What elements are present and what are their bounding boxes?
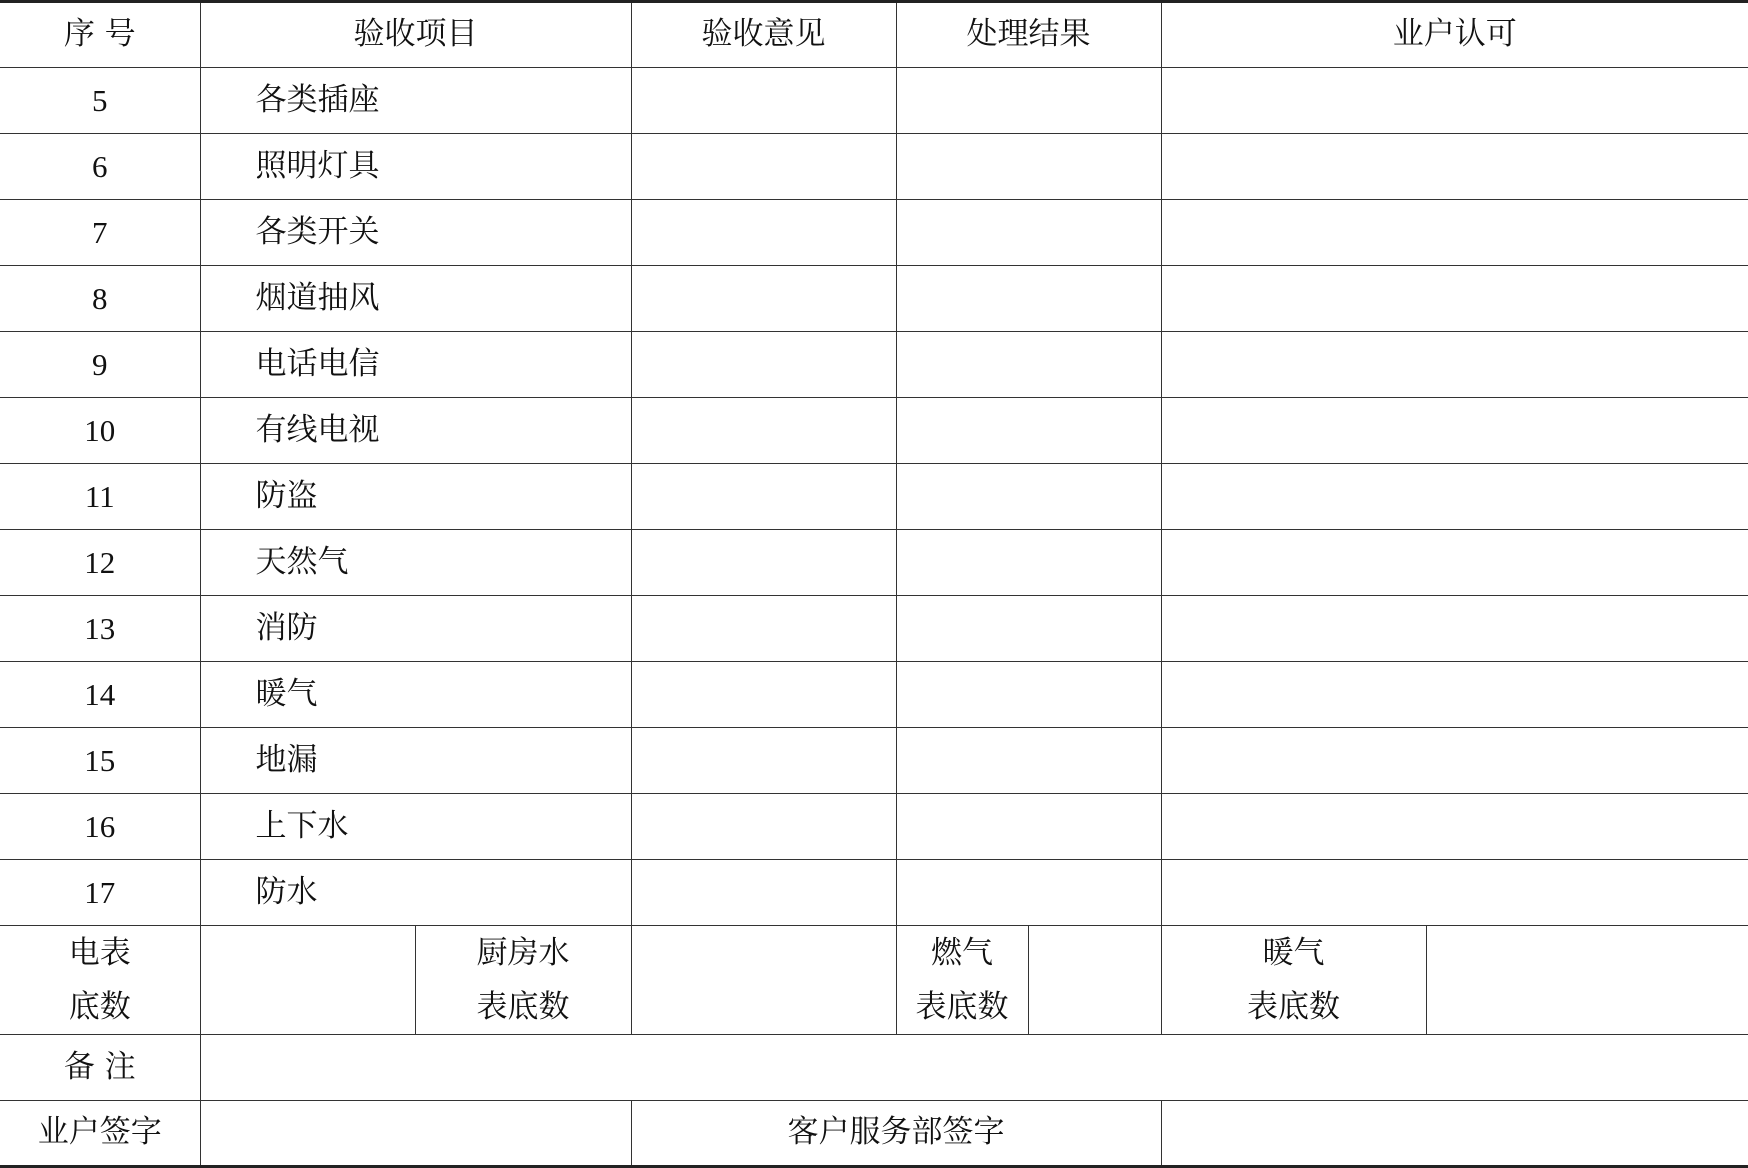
service-dept-signature-field[interactable] — [1161, 1101, 1748, 1167]
inspection-row — [0, 728, 1748, 794]
row-inspection-item: 天然气 — [200, 530, 631, 596]
row-opinion-cell[interactable] — [631, 134, 896, 200]
row-inspection-item: 防盗 — [200, 464, 631, 530]
row-opinion-cell[interactable] — [631, 530, 896, 596]
row-result-cell[interactable] — [896, 134, 1161, 200]
header-inspection-item: 验收项目 — [200, 2, 631, 68]
row-result-cell[interactable] — [896, 860, 1161, 926]
row-result-cell[interactable] — [896, 266, 1161, 332]
row-inspection-item: 暖气 — [200, 662, 631, 728]
remarks-row — [0, 1035, 1748, 1101]
heating-meter-value[interactable] — [1426, 926, 1748, 1035]
row-seq-no: 14 — [0, 662, 200, 728]
row-inspection-item: 消防 — [200, 596, 631, 662]
row-seq-no: 12 — [0, 530, 200, 596]
header-handling-result: 处理结果 — [896, 2, 1161, 68]
signature-row — [0, 1101, 1748, 1167]
owner-signature-field[interactable] — [200, 1101, 631, 1167]
row-seq-no: 16 — [0, 794, 200, 860]
row-inspection-item: 烟道抽风 — [200, 266, 631, 332]
row-opinion-cell[interactable] — [631, 266, 896, 332]
row-approval-cell[interactable] — [1161, 398, 1748, 464]
row-opinion-cell[interactable] — [631, 728, 896, 794]
inspection-row — [0, 134, 1748, 200]
row-approval-cell[interactable] — [1161, 266, 1748, 332]
header-seq-no: 序 号 — [0, 2, 200, 68]
inspection-row — [0, 530, 1748, 596]
inspection-row — [0, 68, 1748, 134]
row-approval-cell[interactable] — [1161, 794, 1748, 860]
inspection-row — [0, 662, 1748, 728]
meter-readings-row — [0, 926, 1748, 1035]
row-seq-no: 7 — [0, 200, 200, 266]
row-seq-no: 17 — [0, 860, 200, 926]
gas-meter-value[interactable] — [1028, 926, 1161, 1035]
row-approval-cell[interactable] — [1161, 728, 1748, 794]
row-seq-no: 10 — [0, 398, 200, 464]
row-inspection-item: 照明灯具 — [200, 134, 631, 200]
row-opinion-cell[interactable] — [631, 464, 896, 530]
row-result-cell[interactable] — [896, 398, 1161, 464]
heating-meter-label: 暖气 表底数 — [1161, 926, 1426, 1035]
row-approval-cell[interactable] — [1161, 332, 1748, 398]
row-result-cell[interactable] — [896, 464, 1161, 530]
header-owner-approval: 业户认可 — [1161, 2, 1748, 68]
kitchen-water-meter-label: 厨房水 表底数 — [415, 926, 631, 1035]
inspection-row — [0, 332, 1748, 398]
service-dept-signature-label: 客户服务部签字 — [631, 1101, 1161, 1167]
inspection-row — [0, 794, 1748, 860]
row-seq-no: 9 — [0, 332, 200, 398]
row-inspection-item: 电话电信 — [200, 332, 631, 398]
row-approval-cell[interactable] — [1161, 596, 1748, 662]
row-result-cell[interactable] — [896, 596, 1161, 662]
row-opinion-cell[interactable] — [631, 332, 896, 398]
row-opinion-cell[interactable] — [631, 794, 896, 860]
row-approval-cell[interactable] — [1161, 464, 1748, 530]
inspection-row — [0, 200, 1748, 266]
row-opinion-cell[interactable] — [631, 860, 896, 926]
header-inspection-opinion: 验收意见 — [631, 2, 896, 68]
electric-meter-label: 电表 底数 — [0, 926, 200, 1035]
row-seq-no: 11 — [0, 464, 200, 530]
row-seq-no: 5 — [0, 68, 200, 134]
row-result-cell[interactable] — [896, 662, 1161, 728]
kitchen-water-meter-value[interactable] — [631, 926, 896, 1035]
row-approval-cell[interactable] — [1161, 68, 1748, 134]
inspection-row — [0, 596, 1748, 662]
row-inspection-item: 各类开关 — [200, 200, 631, 266]
row-approval-cell[interactable] — [1161, 134, 1748, 200]
remarks-field[interactable] — [200, 1035, 1748, 1101]
row-inspection-item: 地漏 — [200, 728, 631, 794]
row-opinion-cell[interactable] — [631, 596, 896, 662]
gas-meter-label: 燃气 表底数 — [896, 926, 1028, 1035]
inspection-row — [0, 464, 1748, 530]
row-opinion-cell[interactable] — [631, 662, 896, 728]
row-inspection-item: 有线电视 — [200, 398, 631, 464]
row-approval-cell[interactable] — [1161, 530, 1748, 596]
row-opinion-cell[interactable] — [631, 68, 896, 134]
inspection-row — [0, 860, 1748, 926]
row-inspection-item: 防水 — [200, 860, 631, 926]
row-approval-cell[interactable] — [1161, 200, 1748, 266]
row-result-cell[interactable] — [896, 794, 1161, 860]
row-opinion-cell[interactable] — [631, 200, 896, 266]
inspection-row — [0, 266, 1748, 332]
row-result-cell[interactable] — [896, 200, 1161, 266]
row-inspection-item: 上下水 — [200, 794, 631, 860]
remarks-label: 备 注 — [0, 1035, 200, 1101]
inspection-row — [0, 398, 1748, 464]
row-result-cell[interactable] — [896, 332, 1161, 398]
row-result-cell[interactable] — [896, 728, 1161, 794]
row-seq-no: 6 — [0, 134, 200, 200]
row-approval-cell[interactable] — [1161, 860, 1748, 926]
row-result-cell[interactable] — [896, 530, 1161, 596]
electric-meter-value[interactable] — [200, 926, 415, 1035]
header-row — [0, 2, 1748, 68]
row-approval-cell[interactable] — [1161, 662, 1748, 728]
row-seq-no: 15 — [0, 728, 200, 794]
row-result-cell[interactable] — [896, 68, 1161, 134]
row-seq-no: 13 — [0, 596, 200, 662]
row-opinion-cell[interactable] — [631, 398, 896, 464]
row-seq-no: 8 — [0, 266, 200, 332]
row-inspection-item: 各类插座 — [200, 68, 631, 134]
owner-signature-label: 业户签字 — [0, 1101, 200, 1167]
